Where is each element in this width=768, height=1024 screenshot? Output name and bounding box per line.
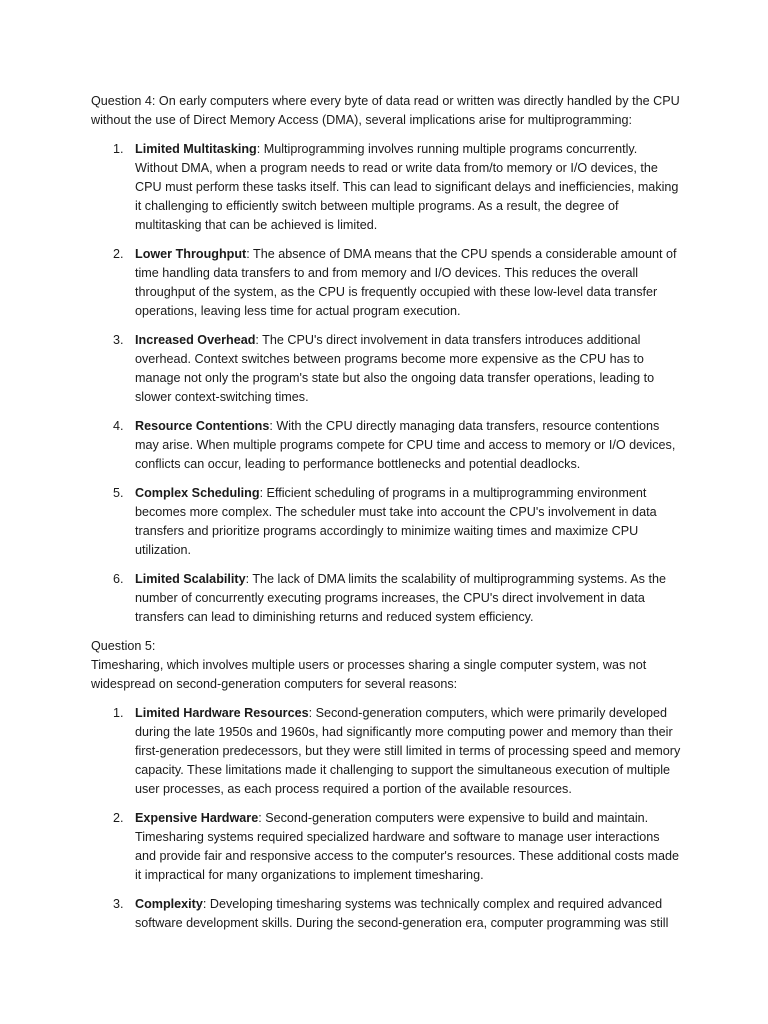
item-text: : The lack of DMA limits the scalability of multiprogramming systems. As the number of concurrently executing programs increases, the CPU's direct involvement in data transfers can lead to diminishing returns and reduced system efficiency.	[135, 572, 666, 624]
item-text: : Developing timesharing systems was technically complex and required advanced software development skills. During the second-generation era, computer programming was still	[135, 897, 669, 930]
item-term: Limited Hardware Resources	[135, 706, 309, 720]
item-term: Limited Multitasking	[135, 142, 257, 156]
item-term: Resource Contentions	[135, 419, 270, 433]
list-item	[91, 331, 681, 407]
item-term: Limited Scalability	[135, 572, 246, 586]
question-5-title: Question 5:	[91, 639, 156, 653]
item-text: : The CPU's direct involvement in data transfers introduces additional overhead. Context switches between programs become more expensive as the CPU has to manage not only the program's state but also the ongoing data transfer operations, leading to slower context-switching times.	[135, 333, 655, 404]
question-5-list	[91, 704, 681, 933]
item-text: : Efficient scheduling of programs in a multiprogramming environment becomes more complex. The scheduler must take into account the CPU's involvement in data transfers and prioritize programs accordingly to minimize waiting times and maximize CPU utilization.	[135, 486, 657, 557]
item-term: Complexity	[135, 897, 203, 911]
list-number: 4.	[113, 419, 124, 433]
item-term: Complex Scheduling	[135, 486, 260, 500]
list-item	[91, 245, 681, 321]
list-item	[91, 895, 681, 933]
list-item	[91, 809, 681, 885]
item-text: : The absence of DMA means that the CPU spends a considerable amount of time handling data transfers to and from memory and I/O devices. This reduces the overall throughput of the system, as the CPU is frequently occupied with these low-level data transfer operations, leaving less time for actual program execution.	[135, 247, 677, 318]
item-term: Expensive Hardware	[135, 811, 259, 825]
item-term: Lower Throughput	[135, 247, 247, 261]
list-number: 6.	[113, 572, 124, 586]
list-item	[91, 484, 681, 560]
list-number: 1.	[113, 706, 124, 720]
document-page	[91, 92, 681, 943]
list-number: 2.	[113, 247, 124, 261]
list-number: 2.	[113, 811, 124, 825]
list-number: 5.	[113, 486, 124, 500]
question-5-intro: Timesharing, which involves multiple users or processes sharing a single computer system, was not widespread on second-generation computers for several reasons:	[91, 658, 647, 691]
list-item	[91, 140, 681, 235]
question-4-intro: Question 4: On early computers where every byte of data read or written was directly handled by the CPU without the use of Direct Memory Access (DMA), several implications arise for multiprogramming:	[91, 94, 680, 127]
item-text: : Second-generation computers, which were primarily developed during the late 1950s and 1960s, had significantly more computing power and memory than their first-generation predecessors, but they were still limited in terms of processing speed and memory capacity. These limitations made it challenging to support the simultaneous execution of multiple user processes, as each process required a portion of the available resources.	[135, 706, 681, 796]
list-item	[91, 417, 681, 474]
question-4-list	[91, 140, 681, 627]
item-text: : Multiprogramming involves running multiple programs concurrently. Without DMA, when a program needs to read or write data from/to memory or I/O devices, the CPU must perform these tasks itself. This can lead to significant delays and inefficiencies, making it challenging to efficiently switch between multiple programs. As a result, the degree of multitasking that can be achieved is limited.	[135, 142, 679, 232]
list-item	[91, 704, 681, 799]
item-term: Increased Overhead	[135, 333, 256, 347]
item-text: : Second-generation computers were expensive to build and maintain. Timesharing systems required specialized hardware and software to manage user interactions and provide fair and responsive access to the computer's resources. These additional costs made it impractical for many organizations to implement timesharing.	[135, 811, 679, 882]
list-number: 1.	[113, 142, 124, 156]
item-text: : With the CPU directly managing data transfers, resource contentions may arise. When multiple programs compete for CPU time and access to memory or I/O devices, conflicts can occur, leading to performance bottlenecks and potential deadlocks.	[135, 419, 676, 471]
list-number: 3.	[113, 897, 124, 911]
list-item	[91, 570, 681, 627]
list-number: 3.	[113, 333, 124, 347]
